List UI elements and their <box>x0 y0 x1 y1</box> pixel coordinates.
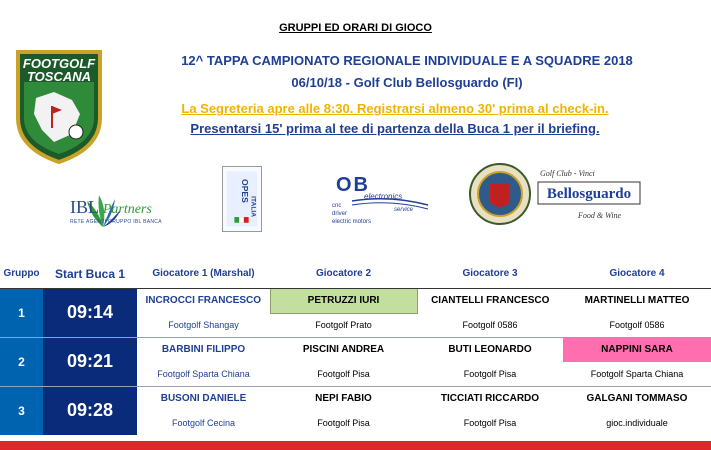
player-name: NEPI FABIO <box>270 386 417 411</box>
player-name: TICCIATI RICCARDO <box>417 386 563 411</box>
bellosguardo-logo <box>468 162 643 228</box>
player-club: Footgolf Shangay <box>168 319 239 330</box>
bottom-red-divider <box>0 441 711 450</box>
ob-motors-text: electric motors <box>332 219 372 225</box>
player-club: Footgolf Pisa <box>317 368 370 379</box>
player-name: BUTI LEONARDO <box>417 337 563 362</box>
player-name: BARBINI FILIPPO <box>137 337 270 362</box>
table-row <box>0 337 711 362</box>
player-name: INCROCCI FRANCESCO <box>145 295 262 307</box>
group-number: 1 <box>0 288 43 337</box>
toscana-logo-text: TOSCANA <box>26 69 92 84</box>
player-club: gioc.individuale <box>606 418 668 428</box>
footgolf-toscana-logo <box>14 48 104 164</box>
bell-subtitle: Golf Club - Vinci <box>540 169 595 178</box>
bell-tagline: Food & Wine <box>578 211 622 220</box>
header-player-4: Giocatore 4 <box>563 260 711 288</box>
ob-electronics-text: electronics <box>364 192 403 201</box>
ibl-subtitle: RETE AGENTI GRUPPO IBL BANCA <box>70 219 162 225</box>
player-name: CIANTELLI FRANCESCO <box>431 295 550 307</box>
player-club: Footgolf Pisa <box>463 418 517 428</box>
player-name: MARTINELLI MATTEO <box>584 295 690 307</box>
player-name: BUSONI DANIELE <box>137 386 270 411</box>
header-player-3: Giocatore 3 <box>417 260 563 288</box>
opes-text: OPES <box>240 179 250 203</box>
ob-text: OB <box>336 174 370 196</box>
event-date-venue: 06/10/18 - Golf Club Bellosguardo (FI) <box>291 75 523 90</box>
player-club: Footgolf Prato <box>315 320 372 330</box>
ibl-partners-logo <box>70 197 152 218</box>
player-name: PETRUZZI IURI <box>270 288 417 313</box>
championship-heading: 12^ TAPPA CAMPIONATO REGIONALE INDIVIDUALE E A SQUADRE 2018 <box>181 53 633 68</box>
player-club: Footgolf Pisa <box>317 418 370 428</box>
opes-italia-text: ITALIA <box>249 196 257 218</box>
ibl-label: IBL <box>70 197 99 217</box>
ob-electronics-logo <box>330 173 430 227</box>
player-club: Footgolf Sparta Chiana <box>157 368 250 379</box>
player-name: PISCINI ANDREA <box>270 337 417 362</box>
table-header-row <box>0 260 711 288</box>
ob-service-text: service <box>394 207 414 213</box>
footgolf-logo-text: FOOTGOLF <box>22 56 96 71</box>
table-row <box>0 288 711 313</box>
briefing-notice: Presentarsi 15' prima al tee di partenza della Buca 1 per il briefing. <box>190 121 600 136</box>
player-club: Footgolf Pisa <box>463 368 517 379</box>
start-time: 09:28 <box>43 386 137 435</box>
group-number: 3 <box>0 386 43 435</box>
player-name: GALGANI TOMMASO <box>563 386 711 411</box>
groups-table <box>0 260 711 435</box>
table-row <box>0 386 711 411</box>
header-player-1: Giocatore 1 (Marshal) <box>137 260 270 288</box>
player-club: Footgolf Sparta Chiana <box>590 368 684 379</box>
opes-italia-logo <box>222 166 262 232</box>
start-time: 09:14 <box>43 288 137 337</box>
header-start: Start Buca 1 <box>43 260 137 288</box>
group-number: 2 <box>0 337 43 386</box>
ob-driver-text: driver <box>332 211 348 217</box>
player-club: Footgolf 0586 <box>462 319 518 330</box>
player-club: Footgolf 0586 <box>609 319 665 330</box>
bell-name: Bellosguardo <box>546 186 632 202</box>
page-title: GRUPPI ED ORARI DI GIOCO <box>279 22 432 34</box>
ob-cnc-text: cnc <box>332 203 342 209</box>
header-gruppo: Gruppo <box>0 260 43 288</box>
registration-notice: La Segreteria apre alle 8:30. Registrarsi almeno 30' prima al check-in. <box>181 101 609 116</box>
start-time: 09:21 <box>43 337 137 386</box>
ibl-partners-label: Partners <box>102 202 152 217</box>
player-club: Footgolf Cecina <box>171 418 236 428</box>
header-player-2: Giocatore 2 <box>270 260 417 288</box>
player-name: NAPPINI SARA <box>563 337 711 362</box>
